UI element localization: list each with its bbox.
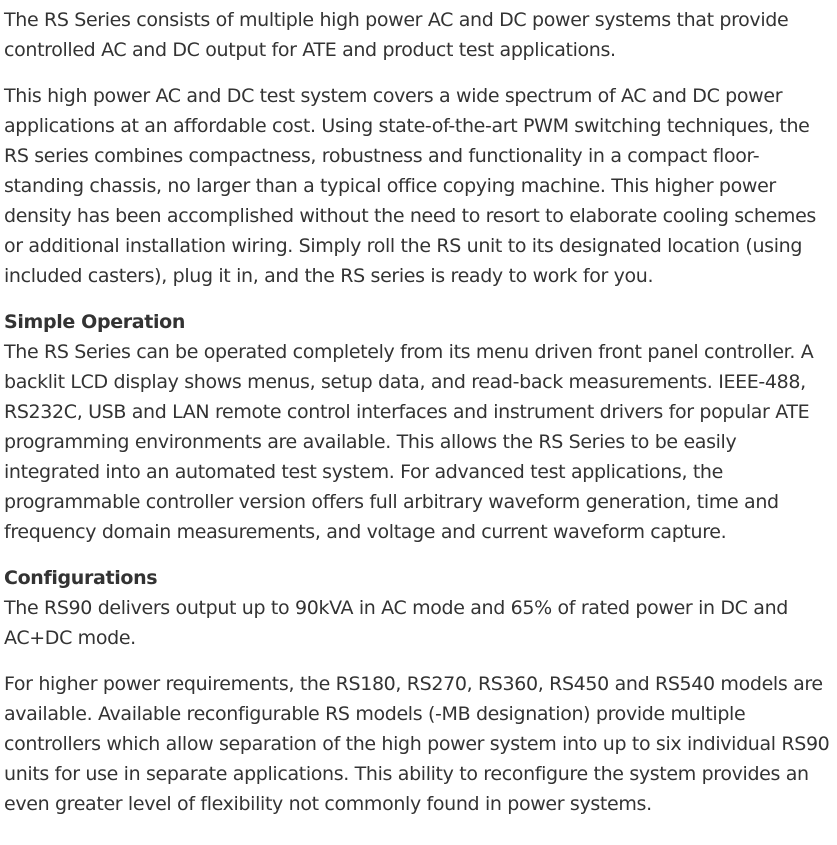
configurations-paragraph-2: For higher power requirements, the RS180, RS270, RS360, RS450 and RS540 models are available. Available reconfigurable RS models (-MB designation) provide multiple controllers which allow separation of the high power system into up to six individual RS90 units for use in separate applications. This ability to reconfigure the system provides an even greater level of flexibility not commonly found in power systems. — [4, 673, 830, 815]
simple-operation-heading: Simple Operation — [4, 311, 186, 333]
configurations-body: The RS90 delivers output up to 90kVA in AC mode and 65% of rated power in DC and AC+DC mode. — [4, 597, 788, 649]
simple-operation-body: The RS Series can be operated completely from its menu driven front panel controller. A backlit LCD display shows menus, setup data, and read-back measurements. IEEE-488, RS232C, USB and LAN remote control interfaces and instrument drivers for popular ATE programming environments are available. This allows the RS Series to be easily integrated into an automated test system. For advanced test applications, the programmable controller version offers full arbitrary waveform generation, time and frequency domain measurements, and voltage and current waveform capture. — [4, 341, 814, 543]
intro-paragraph-2: This high power AC and DC test system covers a wide spectrum of AC and DC power applications at an affordable cost. Using state-of-the-art PWM switching techniques, the RS series combines compactness, robustness and functionality in a compact floor-standing chassis, no larger than a typical office copying machine. This higher power density has been accomplished without the need to resort to elaborate cooling schemes or additional installation wiring. Simply roll the RS unit to its designated location (using included casters), plug it in, and the RS series is ready to work for you. — [4, 85, 816, 287]
intro-paragraph-1: The RS Series consists of multiple high power AC and DC power systems that provide controlled AC and DC output for ATE and product test applications. — [4, 9, 789, 61]
simple-operation-section — [4, 307, 830, 547]
configurations-section — [4, 563, 830, 653]
configurations-heading: Configurations — [4, 567, 158, 589]
